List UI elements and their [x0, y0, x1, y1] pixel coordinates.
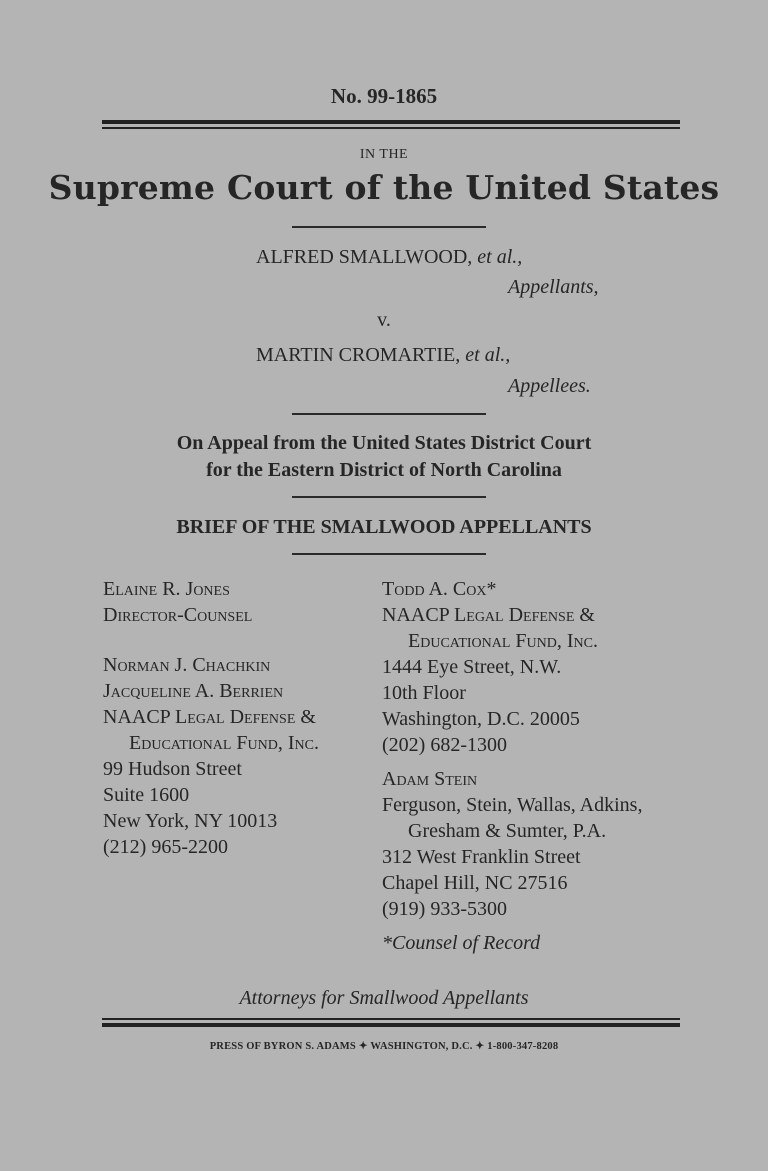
counsel-name: Norman J. Chachkin — [103, 654, 271, 676]
firm-name: Gresham & Sumter, P.A. — [408, 820, 607, 842]
brief-title: BRIEF OF THE SMALLWOOD APPELLANTS — [176, 516, 592, 538]
organization-name: Educational Fund, Inc. — [129, 732, 319, 754]
appellee-etal: et al., — [465, 344, 511, 366]
appellee-line — [256, 344, 510, 367]
appellee-role: Appellees. — [508, 375, 591, 397]
counsel-title: Director-Counsel — [103, 604, 253, 626]
top-rule-thin — [102, 127, 680, 129]
address-line: Washington, D.C. 20005 — [382, 708, 580, 730]
top-rule-thick — [102, 120, 680, 124]
appellant-name: ALFRED SMALLWOOD, — [256, 246, 473, 268]
appellee-name: MARTIN CROMARTIE, — [256, 344, 461, 366]
firm-name: Ferguson, Stein, Wallas, Adkins, — [382, 794, 643, 816]
bottom-rule-thick — [102, 1023, 680, 1027]
phone-number: (919) 933-5300 — [382, 898, 507, 920]
court-name: Supreme Court of the United States — [48, 168, 720, 207]
divider-rule — [292, 553, 486, 555]
press-line: PRESS OF BYRON S. ADAMS ✦ WASHINGTON, D.C. ✦ 1-800-347-8208 — [209, 1041, 559, 1052]
phone-number: (202) 682-1300 — [382, 734, 507, 756]
divider-rule — [292, 226, 486, 228]
organization-name: NAACP Legal Defense & — [382, 604, 595, 626]
versus: v. — [377, 309, 391, 331]
appellant-role: Appellants, — [508, 276, 599, 298]
counsel-name: Adam Stein — [382, 768, 478, 790]
counsel-name: Todd A. Cox* — [382, 578, 497, 600]
attorneys-for: Attorneys for Smallwood Appellants — [239, 987, 529, 1009]
appellant-etal: et al., — [477, 246, 523, 268]
organization-name: NAACP Legal Defense & — [103, 706, 316, 728]
divider-rule — [292, 413, 486, 415]
right-counsel-block — [382, 576, 642, 956]
divider-rule — [292, 496, 486, 498]
counsel-name: Jacqueline A. Berrien — [103, 680, 284, 702]
counsel-of-record-note: *Counsel of Record — [382, 932, 541, 954]
counsel-name: Elaine R. Jones — [103, 578, 230, 600]
left-counsel-block — [103, 576, 319, 860]
address-line: New York, NY 10013 — [103, 810, 278, 832]
address-line: 1444 Eye Street, N.W. — [382, 656, 562, 678]
appeal-line-1: On Appeal from the United States District Court — [176, 432, 592, 454]
address-line: Suite 1600 — [103, 784, 190, 806]
organization-name: Educational Fund, Inc. — [408, 630, 598, 652]
address-line: Chapel Hill, NC 27516 — [382, 872, 568, 894]
address-line: 10th Floor — [382, 682, 466, 704]
docket-number: No. 99-1865 — [330, 84, 438, 108]
appellant-line — [256, 246, 522, 269]
address-line: 312 West Franklin Street — [382, 846, 581, 868]
phone-number: (212) 965-2200 — [103, 836, 228, 858]
address-line: 99 Hudson Street — [103, 758, 242, 780]
bottom-rule-thin — [102, 1018, 680, 1020]
appeal-line-2: for the Eastern District of North Carolina — [206, 459, 562, 481]
court-prefix: IN THE — [359, 147, 409, 162]
